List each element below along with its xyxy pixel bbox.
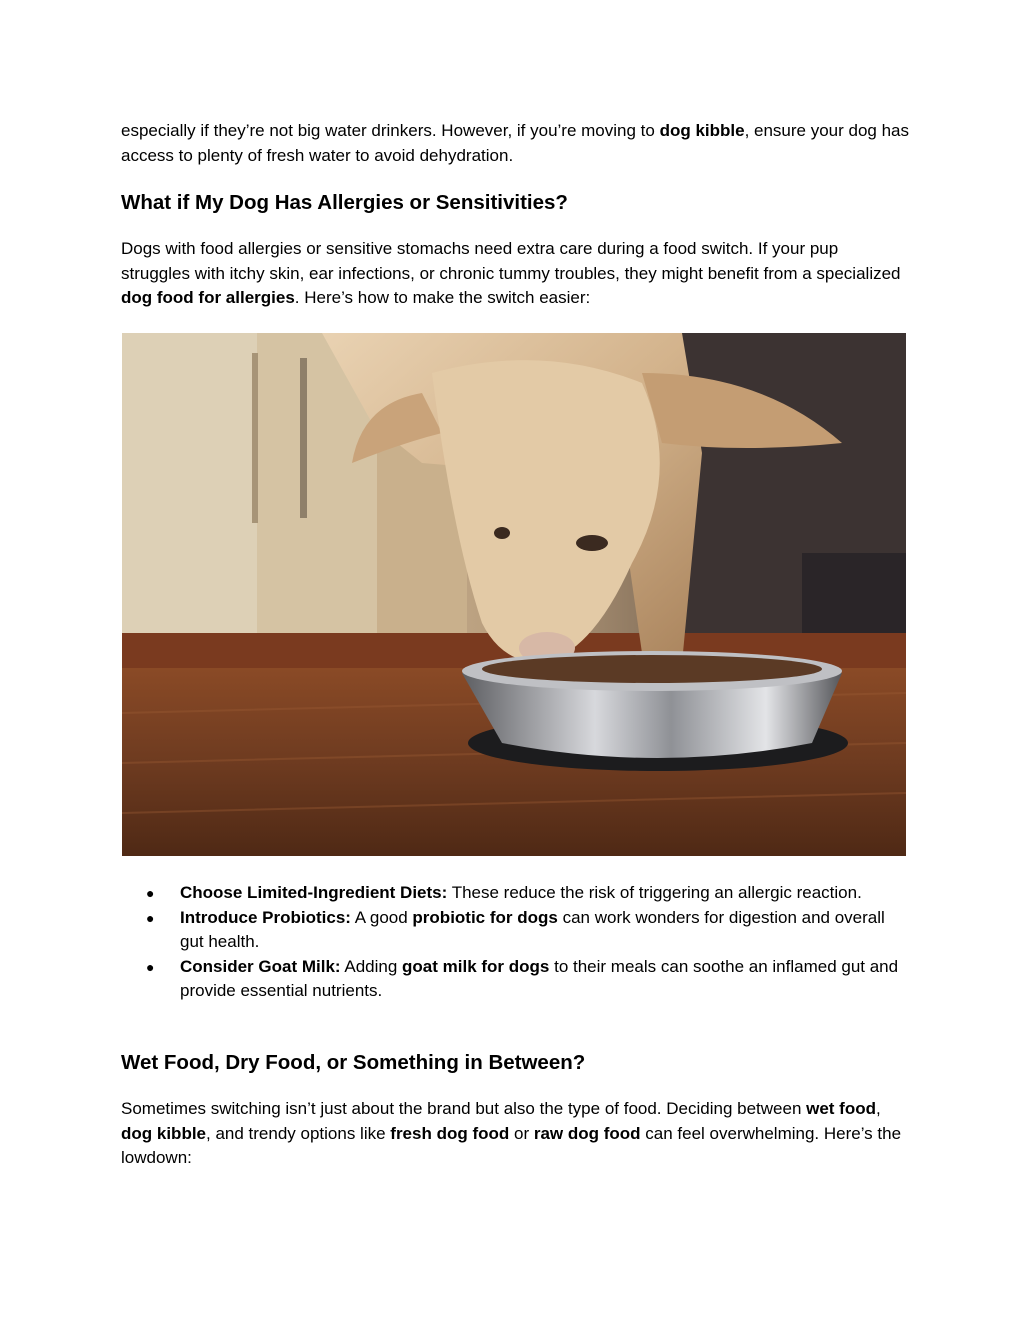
bullet-text: These reduce the risk of triggering an allergic reaction.: [447, 883, 862, 902]
intro-text-2: , ensure your dog has access to plenty of fresh water to avoid dehydration.: [121, 121, 910, 165]
food-types-paragraph: [121, 1097, 911, 1171]
allergies-bold-dog-food-for-allergies: dog food for allergies: [121, 288, 295, 307]
bullet-text: A good: [350, 907, 413, 927]
allergies-heading: What if My Dog Has Allergies or Sensitivities?: [121, 191, 568, 214]
list-item: [121, 955, 911, 1004]
bullet-text: Adding: [340, 956, 403, 976]
bullet-text: to their meals can soothe an inflamed gut and provide essential nutrients.: [180, 956, 899, 1000]
bullet-title: Introduce Probiotics:: [180, 907, 351, 927]
list-item: [121, 906, 911, 955]
food-text-2: ,: [876, 1099, 881, 1118]
food-text-5: can feel overwhelming. Here’s the lowdown:: [121, 1123, 902, 1167]
list-item: [121, 881, 911, 906]
bullet-dot-icon: ●: [146, 958, 155, 975]
food-bold-wet-food: wet food: [806, 1099, 877, 1118]
food-bold-dog-kibble: dog kibble: [121, 1123, 206, 1143]
food-text-4: or: [509, 1123, 534, 1143]
intro-bold-dog-kibble: dog kibble: [659, 121, 745, 140]
bullet-dot-icon: ●: [146, 885, 155, 901]
food-text-1: Sometimes switching isn’t just about the brand but also the type of food. Deciding between: [121, 1099, 807, 1118]
dog-eating-photo: [122, 333, 906, 856]
bullet-text: can work wonders for digestion and overall gut health.: [180, 907, 885, 951]
intro-paragraph: [121, 119, 911, 168]
bullet-dot-icon: ●: [146, 909, 155, 926]
allergies-text-2: . Here’s how to make the switch easier:: [294, 288, 591, 307]
allergies-text-1: Dogs with food allergies or sensitive stomachs need extra care during a food switch. If your pup struggles with itchy skin, ear infections, or chronic tummy troubles, they might benefit from a specialized: [121, 239, 901, 283]
allergies-paragraph: [121, 237, 911, 311]
food-bold-fresh-dog-food: fresh dog food: [390, 1123, 510, 1143]
allergy-tips-list: [121, 881, 911, 1004]
bullet-bold-goat-milk: goat milk for dogs: [402, 956, 550, 976]
bullet-bold-probiotic: probiotic for dogs: [412, 907, 558, 927]
bullet-title: Consider Goat Milk:: [180, 956, 341, 976]
food-text-3: , and trendy options like: [206, 1123, 391, 1143]
bullet-title: Choose Limited-Ingredient Diets:: [180, 883, 448, 902]
food-types-heading: Wet Food, Dry Food, or Something in Between?: [121, 1051, 586, 1074]
intro-text-1: especially if they’re not big water drinkers. However, if you’re moving to: [121, 121, 660, 140]
food-bold-raw-dog-food: raw dog food: [533, 1123, 641, 1143]
